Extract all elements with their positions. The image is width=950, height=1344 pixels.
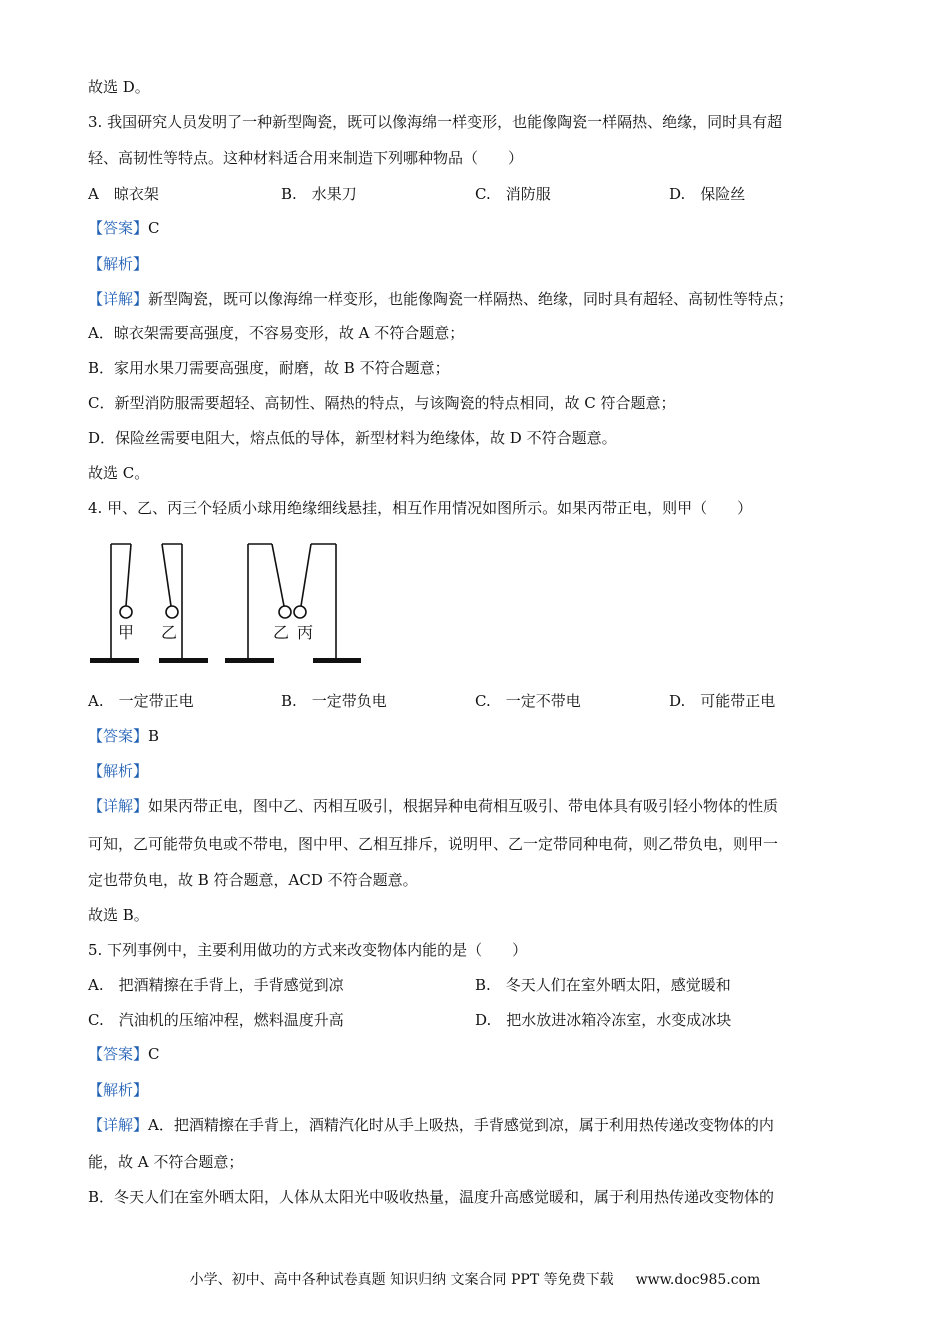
q5-option-c: C. 汽油机的压缩冲程，燃料温度升高	[88, 1011, 344, 1029]
ball-bing	[294, 606, 306, 618]
q4-conclusion: 故选 B。	[88, 906, 149, 924]
q3-line-a: A．晾衣架需要高强度，不容易变形，故 A 不符合题意；	[88, 324, 465, 342]
q5-option-b: B. 冬天人们在室外晒太阳，感觉暖和	[475, 976, 731, 994]
stand-base	[225, 658, 274, 663]
pendulum-figure	[85, 538, 370, 670]
q3-analysis-tag: 【解析】	[88, 255, 149, 273]
detail-tag: 【详解】	[88, 290, 149, 308]
q3-line-b: B．家用水果刀需要高强度，耐磨，故 B 不符合题意；	[88, 359, 450, 377]
label-jia: 甲	[118, 623, 135, 642]
q3-conclusion: 故选 C。	[88, 464, 150, 482]
label-yi: 乙	[161, 623, 178, 642]
answer-value: C	[148, 219, 160, 237]
label-yi: 乙	[273, 623, 290, 642]
q4-option-c: C. 一定不带电	[475, 692, 581, 710]
q5-stem: 5. 下列事例中，主要利用做功的方式来改变物体内能的是（ ）	[88, 941, 528, 959]
q5-detail-line1	[88, 1115, 774, 1135]
ball-jia	[120, 606, 132, 618]
thread	[126, 544, 131, 606]
answer-value: C	[148, 1045, 160, 1063]
q4-analysis-tag: 【解析】	[88, 762, 149, 780]
page-footer	[0, 1270, 950, 1290]
answer-tag: 【答案】	[88, 219, 149, 237]
answer-tag: 【答案】	[88, 727, 149, 745]
stand-base	[313, 658, 361, 663]
q3-stem-line1: 3. 我国研究人员发明了一种新型陶瓷，既可以像海绵一样变形，也能像陶瓷一样隔热、绝缘，同时具有超	[88, 113, 783, 131]
thread	[272, 544, 284, 606]
q4-option-b: B. 一定带负电	[281, 692, 387, 710]
label-bing: 丙	[297, 623, 314, 642]
q4-detail-line1	[88, 796, 778, 816]
q3-stem-line2: 轻、高韧性等特点。这种材料适合用来制造下列哪种物品（ ）	[88, 149, 524, 167]
detail-text: 新型陶瓷，既可以像海绵一样变形，也能像陶瓷一样隔热、绝缘，同时具有超轻、高韧性等特点；	[148, 290, 794, 308]
footer-link[interactable]: www.doc985.com	[635, 1272, 761, 1288]
q3-line-c: C．新型消防服需要超轻、高韧性、隔热的特点，与该陶瓷的特点相同，故 C 符合题意；	[88, 394, 676, 412]
q3-option-a: A 晾衣架	[88, 185, 159, 203]
stand-base	[159, 658, 208, 663]
detail-tag: 【详解】	[88, 1116, 149, 1134]
q4-option-a: A. 一定带正电	[88, 692, 194, 710]
q5-detail-line3: B．冬天人们在室外晒太阳，人体从太阳光中吸收热量，温度升高感觉暖和，属于利用热传递改变物体的	[88, 1188, 775, 1206]
q3-option-b: B. 水果刀	[281, 185, 357, 203]
q4-detail-line2: 可知，乙可能带负电或不带电，图中甲、乙相互排斥，说明甲、乙一定带同种电荷，则乙带负电，则甲一	[88, 835, 779, 853]
q4-option-d: D. 可能带正电	[669, 692, 776, 710]
prev-conclusion: 故选 D。	[88, 78, 150, 96]
q5-option-d: D. 把水放进冰箱冷冻室，水变成冰块	[475, 1011, 732, 1029]
footer-text: 小学、初中、高中各种试卷真题 知识归纳 文案合同 PPT 等免费下载	[189, 1272, 614, 1288]
stand-base	[90, 658, 139, 663]
answer-value: B	[148, 727, 160, 745]
q3-answer	[88, 218, 160, 238]
ball-yi	[166, 606, 178, 618]
q3-option-c: C. 消防服	[475, 185, 551, 203]
q3-detail	[88, 289, 793, 309]
detail-text: A．把酒精擦在手背上，酒精汽化时从手上吸热，手背感觉到凉，属于利用热传递改变物体的内	[148, 1116, 774, 1134]
q3-line-d: D．保险丝需要电阻大，熔点低的导体，新型材料为绝缘体，故 D 不符合题意。	[88, 429, 617, 447]
q5-detail-line2: 能，故 A 不符合题意；	[88, 1153, 244, 1171]
thread	[162, 544, 171, 606]
q4-detail-line3: 定也带负电，故 B 符合题意，ACD 不符合题意。	[88, 871, 418, 889]
detail-text: 如果丙带正电，图中乙、丙相互吸引，根据异种电荷相互吸引、带电体具有吸引轻小物体的性质	[148, 797, 779, 815]
answer-tag: 【答案】	[88, 1045, 149, 1063]
ball-yi	[279, 606, 291, 618]
q4-answer	[88, 726, 159, 746]
q5-answer	[88, 1044, 160, 1064]
thread	[301, 544, 311, 606]
q4-stem: 4. 甲、乙、丙三个轻质小球用绝缘细线悬挂，相互作用情况如图所示。如果丙带正电，则甲（ ）	[88, 499, 753, 517]
q5-option-a: A. 把酒精擦在手背上，手背感觉到凉	[88, 976, 344, 994]
detail-tag: 【详解】	[88, 797, 149, 815]
q5-analysis-tag: 【解析】	[88, 1081, 149, 1099]
q3-option-d: D. 保险丝	[669, 185, 746, 203]
